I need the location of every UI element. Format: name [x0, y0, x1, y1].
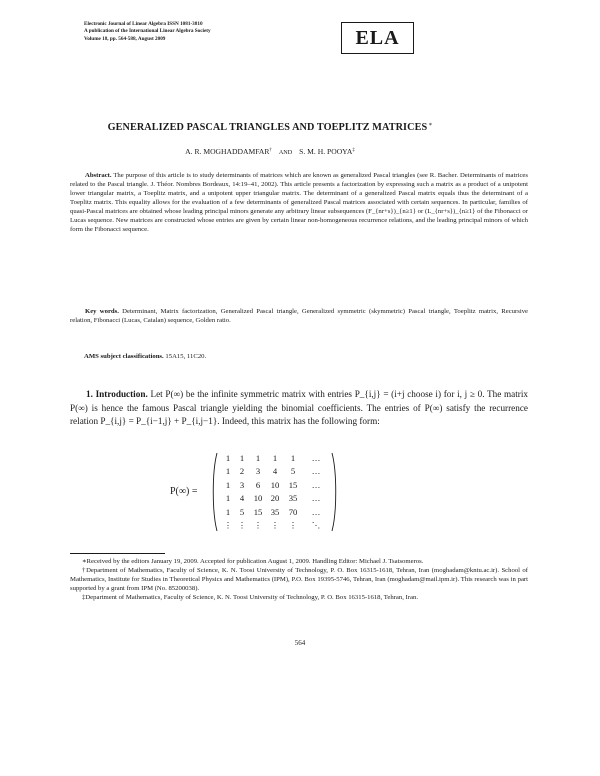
matrix-cell: ⋮	[253, 520, 263, 531]
author-line	[60, 147, 480, 156]
section-heading: 1. Introduction.	[86, 389, 148, 399]
matrix-cell: 2	[239, 466, 245, 477]
matrix-cell: 1	[225, 479, 231, 490]
matrix-cell: 1	[225, 466, 231, 477]
footnote-author-2: ‡Department of Mathematics, Faculty of Science, K. N. Toosi University of Technology, P. O. Box 16315-1618, Tehran, Iran.	[82, 593, 418, 601]
author-1-mark: †	[269, 148, 272, 153]
matrix-cell: 1	[290, 453, 296, 463]
matrix-cell: 15	[253, 506, 263, 517]
footnotes	[70, 558, 528, 603]
matrix-cell: ⋮	[288, 520, 298, 531]
matrix-cell: 6	[255, 479, 261, 490]
matrix-cell: 10	[253, 493, 263, 504]
matrix-cell: …	[311, 506, 321, 517]
matrix-cell: 35	[288, 493, 298, 504]
introduction-text: Let P(∞) be the infinite symmetric matrix with entries P_{i,j} = (i+j choose i) for i, j ≥ 0. The matrix P(∞) is hence the famous Pascal triangle yielding the binomial coefficients. The entries of P(∞) satisfy the recurrence relation P_{i,j} = P_{i−1,j} + P_{i,j−1}. Indeed, this matrix has the following form:	[70, 389, 529, 427]
title-text: GENERALIZED PASCAL TRIANGLES AND TOEPLITZ MATRICES	[107, 122, 428, 133]
matrix-cell: 20	[270, 493, 280, 504]
introduction-section	[70, 388, 528, 429]
matrix-cell: …	[311, 493, 321, 504]
matrix-cell: 4	[239, 493, 245, 504]
footnote-divider	[70, 553, 165, 554]
matrix-cell: 70	[288, 506, 298, 517]
matrix-cell: 4	[272, 466, 278, 477]
abstract-label: Abstract.	[85, 172, 112, 179]
matrix-cell: 1	[272, 453, 278, 463]
matrix-cell: 1	[225, 453, 231, 463]
paper-title	[60, 121, 480, 133]
page-number: 564	[294, 639, 306, 647]
matrix-cell: 3	[239, 479, 245, 490]
author-1: A. R. MOGHADDAMFAR	[185, 147, 270, 156]
matrix-cell: ⋮	[270, 520, 280, 531]
ams-classification	[84, 353, 528, 360]
matrix-right-paren	[331, 452, 338, 532]
matrix-left-paren	[211, 452, 218, 532]
ams-codes: 15A15, 11C20.	[165, 353, 207, 360]
title-footnote-mark: ∗	[428, 122, 433, 128]
matrix-cell: 1	[225, 493, 231, 504]
matrix-cell: 15	[288, 479, 298, 490]
footnote-received: ∗Received by the editors January 19, 2009. Accepted for publication August 1, 2009. Handling Editor: Michael J. Tsatsomeros.	[82, 558, 424, 565]
journal-header	[84, 21, 384, 43]
keywords-text: Determinant, Matrix factorization, Generalized Pascal triangle, Generalized symmetric (skymmetric) Pascal triangle, Toeplitz matrix, Recursive relation, Fibonacci (Lucas, Catalan) sequence, Golden ratio.	[70, 308, 529, 324]
matrix-cell: ⋱	[311, 520, 321, 531]
volume-line: Volume 18, pp. 564-588, August 2009	[84, 35, 166, 42]
matrix-cell: 35	[270, 506, 280, 517]
journal-logo: ELA	[341, 22, 414, 54]
journal-name-line: Electronic Journal of Linear Algebra ISSN 1081-3810	[84, 21, 203, 27]
abstract-text: The purpose of this article is to study determinants of matrices which are known as generalized Pascal triangles (see R. Bacher. Determinants of matrices related to the Pascal triangle. J. Théor. Nombres Bordeaux, 14:19–41, 2002). This article presents a factorization by expressing such a matrix as a product of a unipotent lower triangular matrix, a Toeplitz matrix, and a unipotent upper triangular matrix. The determinant of a generalized Pascal matrix equals thus the determinant of a Toeplitz matrix. This equality allows for the evaluation of a few determinants of generalized Pascal matrices associated with certain sequences. In particular, families of quasi-Pascal matrices are obtained whose leading principal minors generate any arbitrary linear subsequences (F_{nr+s})_{n≥1} or (L_{nr+s})_{n≥1} of the Fibonacci or Lucas sequence. New matrices are constructed whose entries are given by certain linear non-homogeneous recurrence relations, and the leading principal minors of which form the Fibonacci sequence.	[70, 172, 528, 233]
keywords-label: Key words.	[85, 308, 119, 315]
ams-label: AMS subject classifications.	[84, 353, 164, 360]
matrix-cell: 5	[290, 466, 296, 477]
author-conjunction: AND	[278, 149, 293, 156]
matrix-cell: …	[311, 453, 321, 463]
matrix-cell: …	[311, 479, 321, 490]
abstract	[70, 172, 528, 235]
matrix-cell: …	[311, 466, 321, 477]
pascal-matrix	[222, 452, 330, 532]
author-2-mark: ‡	[352, 148, 355, 153]
footnote-author-1: †Department of Mathematics, Faculty of Science, K. N. Toosi University of Technology, P. O. Box 16315-1618, Tehran, Iran (moghadam@kntu.ac.ir). School of Mathematics, Institute for Studies in Theoretical Physics and Mathematics (IPM), P.O. Box 19395-5746, Tehran, Iran (moghadam@mail.ipm.ir). This research was in part supported by a grant from IPM (No. 85200038).	[70, 566, 528, 592]
matrix-cell: 1	[225, 506, 231, 517]
matrix-cell: 3	[255, 466, 261, 477]
matrix-cell: 5	[239, 506, 245, 517]
matrix-cell: 10	[270, 479, 280, 490]
matrix-cell: ⋮	[237, 520, 247, 531]
matrix-cell: ⋮	[223, 520, 233, 531]
matrix-label: P(∞) =	[170, 486, 198, 497]
author-2: S. M. H. POOYA	[299, 147, 353, 156]
publisher-line: A publication of the International Linear Algebra Society	[84, 28, 211, 35]
matrix-cell: 1	[239, 453, 245, 463]
keywords	[70, 308, 528, 326]
matrix-cell: 1	[255, 453, 261, 463]
